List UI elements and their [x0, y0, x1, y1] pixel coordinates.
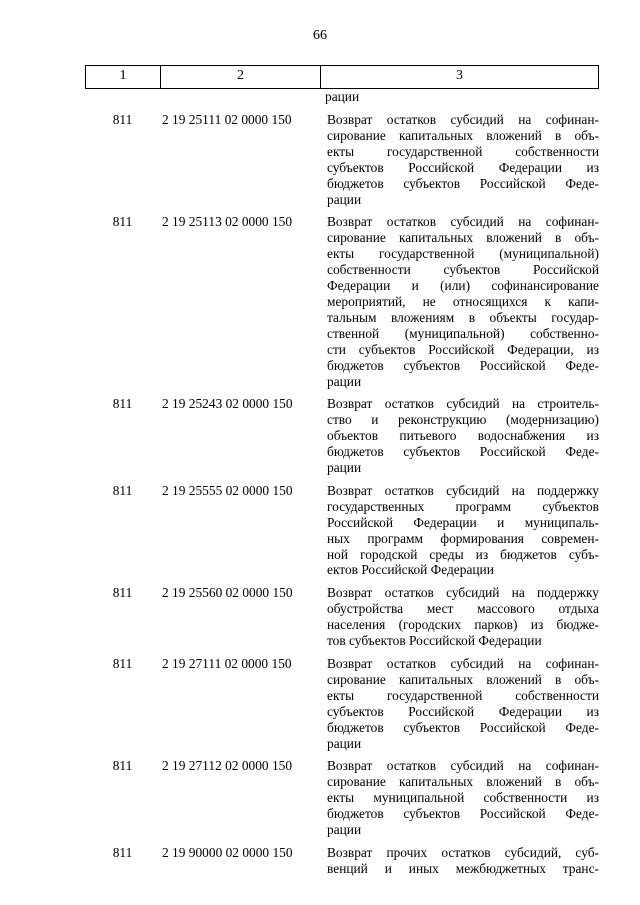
- description-line: екты государственной (муниципальной): [327, 246, 599, 262]
- table-header: [85, 65, 599, 89]
- description-line: обустройства мест массового отдыха: [327, 601, 599, 617]
- description-line: венций и иных межбюджетных транс-: [327, 860, 599, 876]
- table-row: [85, 396, 599, 476]
- admin-code: 811: [112, 112, 133, 127]
- description-line: рации: [327, 191, 362, 207]
- table-row: [85, 214, 599, 389]
- description: [327, 845, 599, 877]
- description-line: ектов Российской Федерации: [327, 562, 494, 578]
- description-line: тов субъектов Российской Федерации: [327, 633, 542, 649]
- description-line: рации: [327, 735, 362, 751]
- budget-classification-code: 2 19 27112 02 0000 150: [162, 758, 293, 774]
- continued-text: рации: [325, 89, 360, 104]
- description: [327, 112, 599, 207]
- admin-code: 811: [112, 656, 133, 671]
- description-line: Возврат остатков субсидий на софинан-: [327, 656, 599, 671]
- description-line: Возврат прочих остатков субсидий, суб-: [327, 844, 599, 860]
- admin-code: 811: [112, 214, 133, 230]
- description-line: рации: [327, 822, 362, 838]
- description-line: екты государственной собственности: [327, 143, 599, 159]
- budget-classification-code: 2 19 25560 02 0000 150: [162, 585, 293, 601]
- description-line: Российской Федерации и муниципаль-: [327, 514, 599, 530]
- admin-code: 811: [112, 585, 133, 601]
- description-line: объектов питьевого водоснабжения из: [327, 428, 599, 444]
- description-line: екты муниципальной собственности из: [327, 790, 599, 806]
- table-row: [85, 585, 599, 649]
- budget-classification-code: 2 19 25113 02 0000 150: [162, 214, 293, 230]
- table-row: [85, 758, 599, 838]
- description-line: Федерации и (или) софинансирование: [327, 278, 599, 294]
- description-line: ство и реконструкцию (модернизацию): [327, 412, 599, 428]
- description-line: Возврат остатков субсидий на софинан-: [327, 214, 599, 230]
- description: [327, 656, 599, 751]
- header-col-3: 3: [456, 68, 463, 83]
- budget-classification-code: 2 19 90000 02 0000 150: [162, 844, 293, 860]
- description-line: мероприятий, не относящихся к капи-: [327, 293, 599, 309]
- description-line: сирование капитальных вложений в объ-: [327, 671, 599, 687]
- description-line: ной городской среды из бюджетов субъ-: [327, 546, 599, 562]
- description-line: бюджетов субъектов Российской Феде-: [327, 719, 599, 735]
- budget-classification-code: 2 19 25555 02 0000 150: [162, 482, 293, 498]
- description: [327, 585, 599, 649]
- description-line: Возврат остатков субсидий на поддержку: [327, 482, 599, 498]
- header-col-2: 2: [161, 66, 321, 88]
- table-row: [85, 656, 599, 751]
- header-col-1: 1: [86, 66, 161, 88]
- table-row: [85, 845, 599, 877]
- description-line: екты государственной собственности: [327, 687, 599, 703]
- description: [327, 758, 599, 838]
- admin-code: 811: [112, 844, 133, 860]
- description-line: рации: [327, 373, 362, 389]
- description-line: бюджетов субъектов Российской Феде-: [327, 444, 599, 460]
- budget-classification-code: 2 19 27111 02 0000 150: [162, 656, 292, 671]
- description-line: Возврат остатков субсидий на софинан-: [327, 112, 599, 127]
- budget-classification-code: 2 19 25243 02 0000 150: [162, 396, 293, 412]
- description-line: Возврат остатков субсидий на софинан-: [327, 758, 599, 774]
- table-body: [85, 112, 599, 877]
- admin-code: 811: [112, 758, 133, 774]
- description-line: сирование капитальных вложений в объ-: [327, 774, 599, 790]
- page-number: 66: [313, 28, 327, 43]
- description-line: бюджетов субъектов Российской Феде-: [327, 357, 599, 373]
- description-line: бюджетов субъектов Российской Феде-: [327, 175, 599, 191]
- table-row: [85, 112, 599, 207]
- table-row: [85, 483, 599, 578]
- description-line: государственных программ субъектов: [327, 498, 599, 514]
- description-line: тальным вложениям в объекты государ-: [327, 309, 599, 325]
- description-line: ных программ формирования современ-: [327, 530, 599, 546]
- budget-classification-code: 2 19 25111 02 0000 150: [162, 112, 292, 127]
- description-line: рации: [327, 460, 362, 476]
- admin-code: 811: [112, 482, 133, 498]
- description-line: субъектов Российской Федерации из: [327, 703, 599, 719]
- description-line: бюджетов субъектов Российской Феде-: [327, 806, 599, 822]
- description-line: сти субъектов Российской Федерации, из: [327, 341, 599, 357]
- admin-code: 811: [112, 396, 133, 412]
- description-line: собственности субъектов Российской: [327, 262, 599, 278]
- description-line: населения (городских парков) из бюдже-: [327, 617, 599, 633]
- budget-table: [85, 65, 599, 877]
- description: [327, 214, 599, 389]
- description-line: Возврат остатков субсидий на строитель-: [327, 396, 599, 412]
- description-line: сирование капитальных вложений в объ-: [327, 230, 599, 246]
- description-line: субъектов Российской Федерации из: [327, 159, 599, 175]
- description-line: ственной (муниципальной) собственно-: [327, 325, 599, 341]
- description-line: сирование капитальных вложений в объ-: [327, 127, 599, 143]
- description: [327, 483, 599, 578]
- description: [327, 396, 599, 476]
- description-line: Возврат остатков субсидий на поддержку: [327, 585, 599, 601]
